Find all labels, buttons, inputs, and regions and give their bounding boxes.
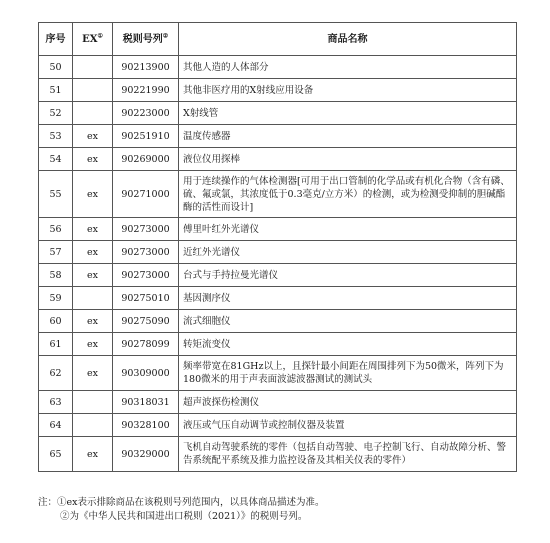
cell-ex <box>73 414 113 437</box>
cell-seq: 58 <box>39 264 73 287</box>
cell-ex: ex <box>73 310 113 333</box>
table-row <box>39 148 517 171</box>
cell-seq: 52 <box>39 102 73 125</box>
cell-ex <box>73 102 113 125</box>
cell-name: 基因测序仪 <box>179 287 517 310</box>
table-row <box>39 333 517 356</box>
table-row <box>39 264 517 287</box>
cell-name: 近红外光谱仪 <box>179 241 517 264</box>
cell-ex: ex <box>73 148 113 171</box>
cell-ex: ex <box>73 125 113 148</box>
cell-name: 其他非医疗用的X射线应用设备 <box>179 79 517 102</box>
cell-name: 液压或气压自动调节或控制仪器及装置 <box>179 414 517 437</box>
table-row <box>39 56 517 79</box>
cell-seq: 54 <box>39 148 73 171</box>
cell-ex: ex <box>73 437 113 472</box>
cell-name: 频率带宽在81GHz以上，且探针最小间距在周围排列下为50微米，阵列下为180微米的用于声表面波滤波器测试的测试头 <box>179 356 517 391</box>
cell-code: 90309000 <box>113 356 179 391</box>
cell-seq: 64 <box>39 414 73 437</box>
cell-ex <box>73 391 113 414</box>
cell-ex: ex <box>73 264 113 287</box>
cell-ex <box>73 56 113 79</box>
cell-seq: 62 <box>39 356 73 391</box>
tariff-table-wrapper <box>38 22 516 472</box>
cell-ex: ex <box>73 356 113 391</box>
tariff-table <box>38 22 517 472</box>
cell-seq: 50 <box>39 56 73 79</box>
table-row <box>39 241 517 264</box>
cell-name: 其他人造的人体部分 <box>179 56 517 79</box>
cell-code: 90275090 <box>113 310 179 333</box>
cell-code: 90273000 <box>113 218 179 241</box>
table-body <box>39 56 517 472</box>
table-row <box>39 218 517 241</box>
table-row <box>39 391 517 414</box>
cell-seq: 63 <box>39 391 73 414</box>
footnotes <box>38 496 528 524</box>
cell-ex: ex <box>73 171 113 218</box>
cell-name: 转矩流变仪 <box>179 333 517 356</box>
header-ex: EX① <box>73 23 113 56</box>
cell-ex: ex <box>73 218 113 241</box>
cell-ex: ex <box>73 333 113 356</box>
cell-seq: 57 <box>39 241 73 264</box>
cell-name: 台式与手持拉曼光谱仪 <box>179 264 517 287</box>
table-row <box>39 356 517 391</box>
cell-name: 超声波探伤检测仪 <box>179 391 517 414</box>
footnote-mark-1: ① <box>97 32 103 40</box>
cell-name: 用于连续操作的气体检测器[可用于出口管制的化学品或有机化合物（含有磷、硫、氟或氯，其浓度低于0.3毫克/立方米）的检测，或为检测受抑制的胆碱酯酶的活性而设计] <box>179 171 517 218</box>
footnote-1: 注：①ex表示排除商品在该税则号列范围内，以具体商品描述为准。 <box>38 497 325 508</box>
table-row <box>39 79 517 102</box>
table-row <box>39 171 517 218</box>
cell-name: 傅里叶红外光谱仪 <box>179 218 517 241</box>
cell-code: 90273000 <box>113 241 179 264</box>
cell-code: 90278099 <box>113 333 179 356</box>
cell-code: 90329000 <box>113 437 179 472</box>
cell-seq: 55 <box>39 171 73 218</box>
header-code: 税则号列② <box>113 23 179 56</box>
cell-code: 90318031 <box>113 391 179 414</box>
cell-ex <box>73 79 113 102</box>
table-row <box>39 437 517 472</box>
cell-name: 液位仪用探棒 <box>179 148 517 171</box>
cell-code: 90213900 <box>113 56 179 79</box>
table-row <box>39 310 517 333</box>
header-seq: 序号 <box>39 23 73 56</box>
cell-seq: 60 <box>39 310 73 333</box>
cell-ex <box>73 287 113 310</box>
cell-seq: 59 <box>39 287 73 310</box>
cell-name: 流式细胞仪 <box>179 310 517 333</box>
table-row <box>39 287 517 310</box>
cell-seq: 56 <box>39 218 73 241</box>
cell-code: 90221990 <box>113 79 179 102</box>
table-row <box>39 125 517 148</box>
cell-seq: 53 <box>39 125 73 148</box>
cell-seq: 61 <box>39 333 73 356</box>
table-row <box>39 102 517 125</box>
cell-code: 90251910 <box>113 125 179 148</box>
cell-code: 90275010 <box>113 287 179 310</box>
cell-seq: 51 <box>39 79 73 102</box>
cell-code: 90269000 <box>113 148 179 171</box>
cell-code: 90271000 <box>113 171 179 218</box>
table-header-row <box>39 23 517 56</box>
footnote-2: ②为《中华人民共和国进出口税则（2021）》的税则号列。 <box>60 511 308 522</box>
footnote-mark-2: ② <box>162 32 169 40</box>
cell-code: 90328100 <box>113 414 179 437</box>
cell-name: X射线管 <box>179 102 517 125</box>
cell-code: 90223000 <box>113 102 179 125</box>
cell-name: 温度传感器 <box>179 125 517 148</box>
cell-ex: ex <box>73 241 113 264</box>
cell-name: 飞机自动驾驶系统的零件（包括自动驾驶、电子控制飞行、自动故障分析、警告系统配平系统及推力监控设备及其相关仪表的零件） <box>179 437 517 472</box>
table-row <box>39 414 517 437</box>
cell-seq: 65 <box>39 437 73 472</box>
cell-code: 90273000 <box>113 264 179 287</box>
header-name: 商品名称 <box>179 23 517 56</box>
